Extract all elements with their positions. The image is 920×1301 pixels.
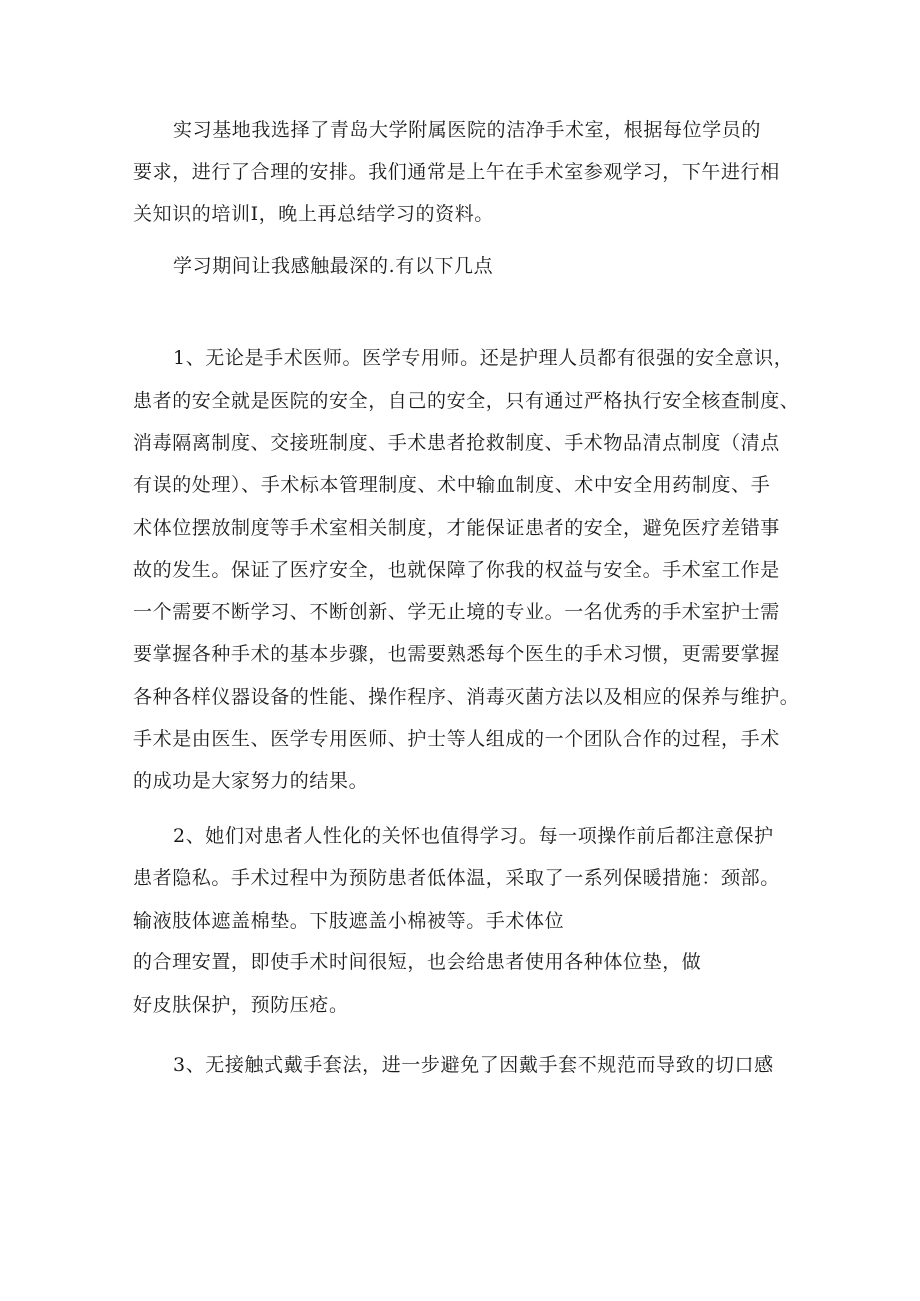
paragraph-1-line-1: 实习基地我选择了青岛大学附属医院的洁净手术室，根据每位学员的 <box>173 119 762 141</box>
paragraph-4-line-4: 的合理安置，即使手术时间很短，也会给患者使用各种体位垫，做 <box>133 951 702 973</box>
paragraph-2-line-1: 学习期间让我感触最深的.有以下几点 <box>173 255 494 277</box>
paragraph-3-line-9: 各种各样仪器设备的性能、操作程序、消毒灭菌方法以及相应的保养与维护。 <box>133 686 800 708</box>
paragraph-3-line-6: 故的发生。保证了医疗安全，也就保障了你我的权益与安全。手术室工作是 <box>133 559 780 581</box>
paragraph-3-line-7: 一个需要不断学习、不断创新、学无止境的专业。一名优秀的手术室护士需 <box>133 601 780 623</box>
paragraph-3-line-11: 的成功是大家努力的结果。 <box>133 770 369 792</box>
paragraph-3-line-3: 消毒隔离制度、交接班制度、手术患者抢救制度、手术物品清点制度（清点 <box>133 432 780 454</box>
paragraph-3-line-5: 术体位摆放制度等手术室相关制度，才能保证患者的安全，避免医疗差错事 <box>133 517 780 539</box>
paragraph-4-line-5: 好皮肤保护，预防压疮。 <box>133 994 349 1016</box>
paragraph-1-line-2: 要求，进行了合理的安排。我们通常是上午在手术室参观学习，下午进行相 <box>133 161 780 183</box>
paragraph-4-line-3: 输液肢体遮盖棉垫。下肢遮盖小棉被等。手术体位 <box>133 910 565 932</box>
paragraph-5-line-1: 3、无接触式戴手套法，进一步避免了因戴手套不规范而导致的切口感 <box>173 1054 774 1076</box>
paragraph-4-line-2: 患者隐私。手术过程中为预防患者低体温，采取了一系列保暖措施：颈部。 <box>133 867 780 889</box>
paragraph-1-line-3: 关知识的培训I，晚上再总结学习的资料。 <box>133 203 494 225</box>
paragraph-3-line-4: 有误的处理）、手术标本管理制度、术中输血制度、术中安全用药制度、手 <box>133 474 771 496</box>
paragraph-3-line-1: 1、无论是手术医师。医学专用师。还是护理人员都有很强的安全意识， <box>173 347 794 369</box>
paragraph-4-line-1: 2、她们对患者人性化的关怀也值得学习。每一项操作前后都注意保护 <box>173 825 774 847</box>
paragraph-3-line-8: 要掌握各种手术的基本步骤，也需要熟悉每个医生的手术习惯，更需要掌握 <box>133 643 780 665</box>
paragraph-3-line-2: 患者的安全就是医院的安全，自己的安全，只有通过严格执行安全核查制度、 <box>133 390 800 412</box>
paragraph-3-line-10: 手术是由医生、医学专用医师、护士等人组成的一个团队合作的过程，手术 <box>133 728 780 750</box>
